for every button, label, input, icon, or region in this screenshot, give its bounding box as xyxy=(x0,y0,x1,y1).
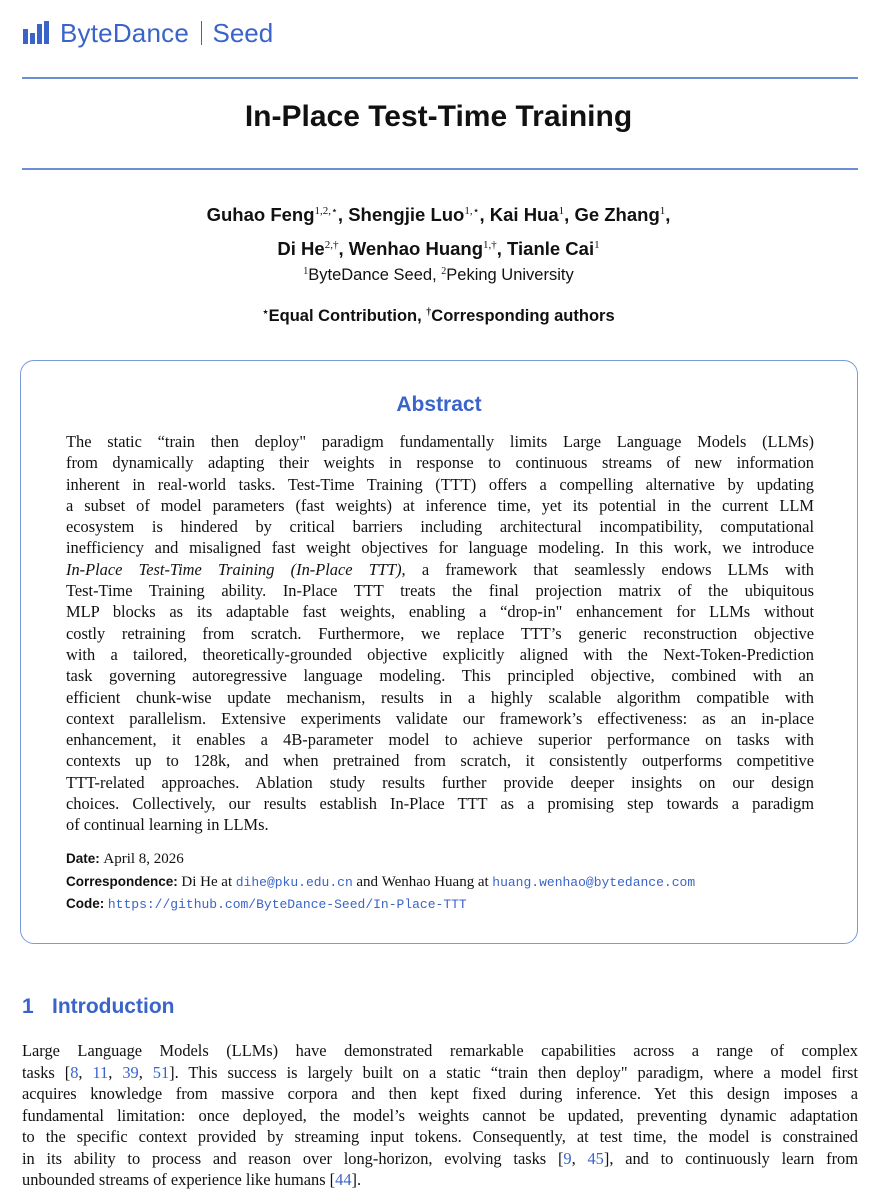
header-rule xyxy=(22,77,858,79)
abstract-line: ecosystem is hindered by critical barriers including architectural incompatibility, computational xyxy=(66,517,814,537)
author-separator: , xyxy=(665,204,671,225)
citation-link[interactable]: 8 xyxy=(70,1062,79,1082)
author-separator: , xyxy=(479,204,490,225)
author-name: Shengjie Luo xyxy=(348,204,465,225)
abstract-line: with a tailored, theoretically-grounded objective explicitly aligned with the Next-Token-Prediction xyxy=(66,644,814,664)
abstract-line: context parallelism. Extensive experiments validate our framework’s effectiveness: as an in-place xyxy=(66,708,814,728)
correspondence-name-2: Wenhao Huang xyxy=(381,874,475,890)
author-list xyxy=(0,196,877,264)
contribution-marker: † xyxy=(426,307,432,318)
citation-link[interactable]: 9 xyxy=(563,1148,572,1168)
intro-line: tasks [8, 11, 39, 51]. This success is largely built on a static “train then deploy" paradigm, where a model first xyxy=(22,1062,858,1082)
section-heading-introduction xyxy=(22,995,174,1019)
title-rule xyxy=(22,168,858,170)
abstract-line: inefficiency and misaligned fast weight objectives for language modeling. In this work, we introduce xyxy=(66,538,814,558)
author-name: Wenhao Huang xyxy=(348,238,484,259)
correspondence-email-1[interactable]: dihe@pku.edu.cn xyxy=(235,875,353,890)
abstract-line: task governing autoregressive language modeling. This principled objective, combined with an xyxy=(66,666,814,686)
correspondence-label: Correspondence: xyxy=(66,874,178,889)
author-affiliation-marker: 1 xyxy=(594,239,600,251)
and-word: and xyxy=(356,874,379,890)
bytedance-logo-icon xyxy=(22,20,52,46)
abstract-line xyxy=(66,559,814,580)
affiliations xyxy=(0,266,877,285)
contribution-separator: , xyxy=(417,307,427,325)
abstract-line: costly retraining from scratch. Furthermore, we replace TTT’s generic reconstruction objective xyxy=(66,623,814,643)
author-name: Kai Hua xyxy=(489,204,559,225)
brand-sub: Seed xyxy=(212,18,274,48)
brand-name: ByteDance xyxy=(60,18,189,48)
meta-date xyxy=(66,851,184,868)
abstract-line: TTT-related approaches. Ablation study results further provide deeper insights on our design xyxy=(66,772,814,792)
bytedance-seed-logo xyxy=(22,14,273,52)
abstract-line: of continual learning in LLMs. xyxy=(66,815,269,835)
intro-line: Large Language Models (LLMs) have demonstrated remarkable capabilities across a range of complex xyxy=(22,1041,858,1060)
abstract-text xyxy=(66,431,814,836)
contribution-marker: ⋆ xyxy=(262,307,269,318)
author-name: Guhao Feng xyxy=(206,204,315,225)
affiliation-marker: 2 xyxy=(441,266,447,277)
abstract-line: from dynamically adapting their weights in response to continuous streams of new information xyxy=(66,453,814,473)
author-affiliation-marker: 2,† xyxy=(324,239,339,251)
section-number: 1 xyxy=(22,995,34,1018)
author-separator: , xyxy=(338,238,349,259)
author-name: Ge Zhang xyxy=(574,204,660,225)
abstract-line: choices. Collectively, our results establish In-Place TTT as a promising step towards a paradigm xyxy=(66,794,814,814)
meta-correspondence xyxy=(66,874,695,891)
code-label: Code: xyxy=(66,896,105,911)
abstract-italic-term: In-Place Test-Time Training (In-Place TTT) xyxy=(66,559,402,579)
citation-link[interactable]: 51 xyxy=(152,1062,170,1082)
intro-line: in its ability to process and reason over long-horizon, evolving tasks [9, 45], and to continuously learn from xyxy=(22,1148,858,1168)
abstract-line: The static “train then deploy" paradigm fundamentally limits Large Language Models (LLMs) xyxy=(66,432,814,451)
correspondence-name-1: Di He xyxy=(181,874,218,890)
author-line-1 xyxy=(0,196,877,230)
abstract-line: efficient chunk-wise update mechanism, results in a highly scalable algorithm compatible with xyxy=(66,687,814,707)
abstract-line: Test-Time Training ability. In-Place TTT treats the final projection matrix of the ubiquitous xyxy=(66,581,814,601)
author-name: Di He xyxy=(277,238,325,259)
affiliation-name: ByteDance Seed xyxy=(308,266,433,284)
introduction-text xyxy=(22,1040,858,1191)
abstract-line: MLP blocks as its adaptable fast weights, enabling a “drop-in" enhancement for LLMs without xyxy=(66,602,814,622)
section-title: Introduction xyxy=(52,995,175,1018)
meta-code xyxy=(66,896,467,913)
citation-link[interactable]: 11 xyxy=(92,1062,109,1082)
citation-link[interactable]: 44 xyxy=(335,1170,352,1189)
author-line-2 xyxy=(0,230,877,264)
correspondence-email-2[interactable]: huang.wenhao@bytedance.com xyxy=(492,875,696,890)
author-affiliation-marker: 1 xyxy=(558,205,565,217)
code-link[interactable]: https://github.com/ByteDance-Seed/In-Place-TTT xyxy=(107,897,467,912)
abstract-line: inherent in real-world tasks. Test-Time Training (TTT) offers a compelling alternative by updating xyxy=(66,474,814,494)
date-value: April 8, 2026 xyxy=(103,851,184,867)
author-affiliation-marker: 1,† xyxy=(483,239,497,251)
intro-line: to the specific context provided by streaming input tokens. Consequently, at test time, the model is constrained xyxy=(22,1127,858,1146)
author-separator: , xyxy=(564,204,575,225)
intro-line: unbounded streams of experience like humans [44]. xyxy=(22,1170,362,1189)
at-2: at xyxy=(477,874,489,890)
intro-line: acquires knowledge from massive corpora and then kept fixed during inference. Yet this design imposes a xyxy=(22,1084,858,1103)
abstract-heading: Abstract xyxy=(396,393,482,416)
abstract-line: a subset of model parameters (fast weights) at inference time, yet its potential in the current LLM xyxy=(66,495,814,515)
affiliation-marker: 1 xyxy=(303,266,309,277)
abstract-line: contexts up to 128k, and when pretrained from scratch, it consistently outperforms competitive xyxy=(66,751,814,771)
at-1: at xyxy=(221,874,233,890)
affiliation-name: Peking University xyxy=(446,266,574,284)
author-affiliation-marker: 1,⋆ xyxy=(464,205,480,217)
affiliation-separator: , xyxy=(432,266,442,284)
intro-line: fundamental limitation: once deployed, the model’s weights cannot be updated, preventing dynamic adaptation xyxy=(22,1105,858,1125)
citation-link[interactable]: 45 xyxy=(587,1148,604,1168)
abstract-line-rest: , a framework that seamlessly endows LLMs with xyxy=(401,559,814,579)
contribution-text: Equal Contribution xyxy=(268,307,418,325)
author-name: Tianle Cai xyxy=(507,238,595,259)
date-label: Date: xyxy=(66,851,100,866)
abstract-line: enhancement, it enables a 4B-parameter model to achieve superior performance on tasks with xyxy=(66,730,814,750)
abstract-box xyxy=(20,360,858,944)
author-separator: , xyxy=(337,204,349,225)
author-affiliation-marker: 1,2,⋆ xyxy=(314,205,338,217)
author-separator: , xyxy=(496,238,508,259)
paper-title: In-Place Test-Time Training xyxy=(244,100,633,133)
contribution-text: Corresponding authors xyxy=(431,307,615,325)
author-affiliation-marker: 1 xyxy=(659,205,666,217)
citation-link[interactable]: 39 xyxy=(122,1062,139,1082)
brand-divider xyxy=(201,21,203,45)
contribution-notes xyxy=(0,307,877,326)
